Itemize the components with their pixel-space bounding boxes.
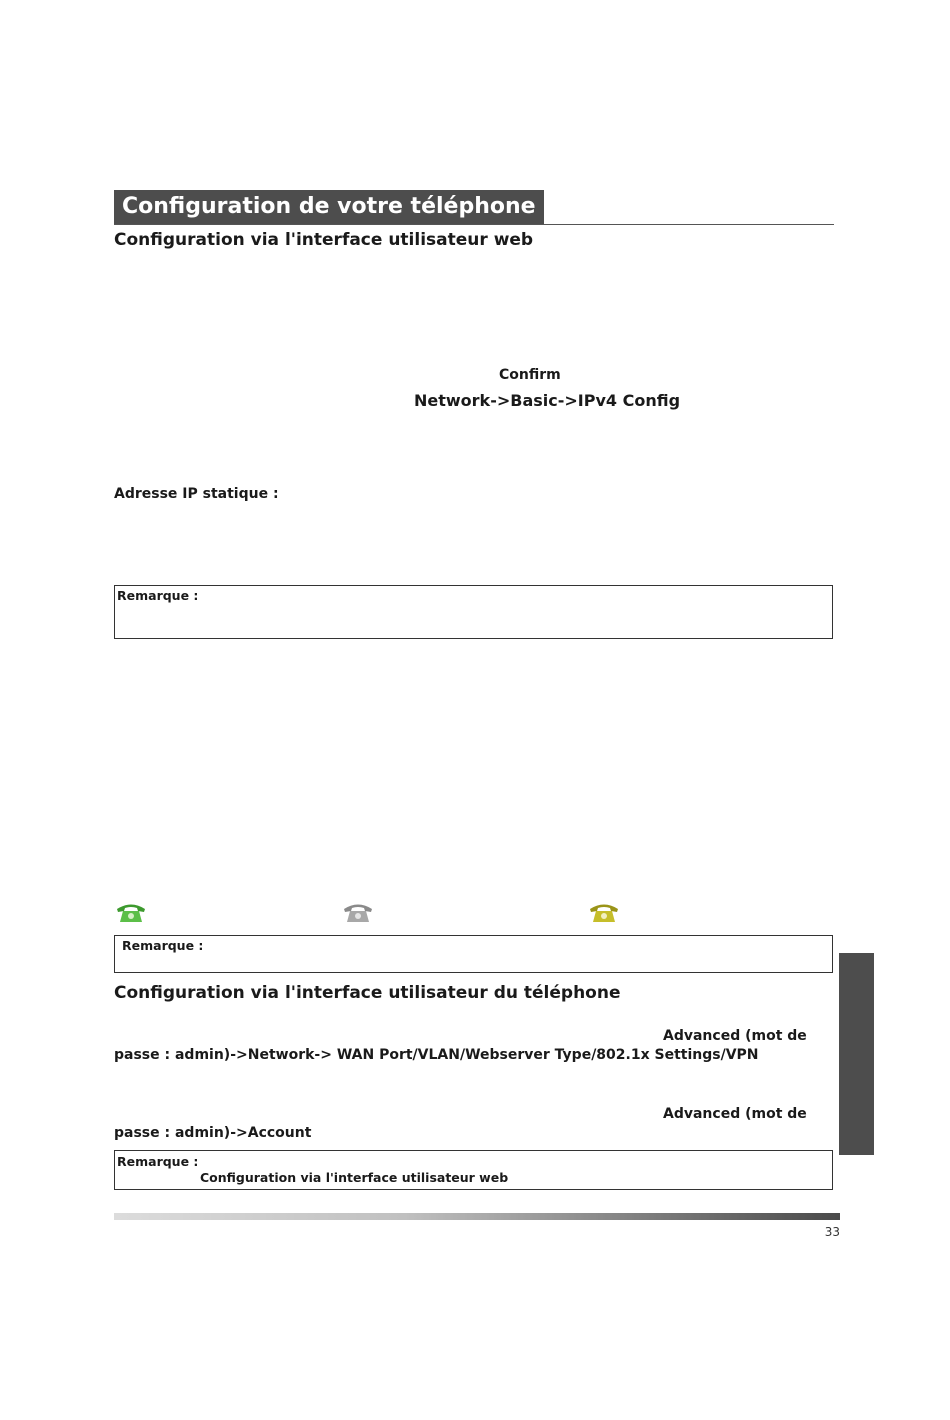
phone-yellow-icon xyxy=(588,900,620,924)
note-label: Remarque : xyxy=(117,588,199,603)
title-rule xyxy=(114,224,834,225)
phone-gray-icon xyxy=(342,900,374,924)
section-heading-phone: Configuration via l'interface utilisateur du téléphone xyxy=(114,983,621,1003)
note-box-1 xyxy=(114,585,833,639)
note-label: Remarque : xyxy=(117,1154,199,1169)
note-text: Configuration via l'interface utilisateur web xyxy=(200,1170,509,1185)
menu-path-account-part1: Advanced (mot de xyxy=(663,1106,807,1122)
page-number: 33 xyxy=(824,1225,840,1239)
chapter-title: Configuration de votre téléphone xyxy=(114,190,544,224)
chapter-side-tab xyxy=(839,953,874,1155)
note-box-2 xyxy=(114,935,833,973)
menu-path: Network->Basic->IPv4 Config xyxy=(414,391,681,410)
menu-path-network-part2: passe : admin)->Network-> WAN Port/VLAN/Webserver Type/802.1x Settings/VPN xyxy=(114,1047,759,1063)
note-box-3 xyxy=(114,1150,833,1190)
menu-path-network-part1: Advanced (mot de xyxy=(663,1028,807,1044)
static-ip-label: Adresse IP statique : xyxy=(114,486,279,502)
menu-path-account-part2: passe : admin)->Account xyxy=(114,1125,312,1141)
footer-bar xyxy=(114,1213,840,1220)
note-label: Remarque : xyxy=(122,938,204,953)
confirm-label: Confirm xyxy=(499,367,561,383)
phone-green-icon xyxy=(115,900,147,924)
section-heading-web: Configuration via l'interface utilisateur web xyxy=(114,230,534,250)
